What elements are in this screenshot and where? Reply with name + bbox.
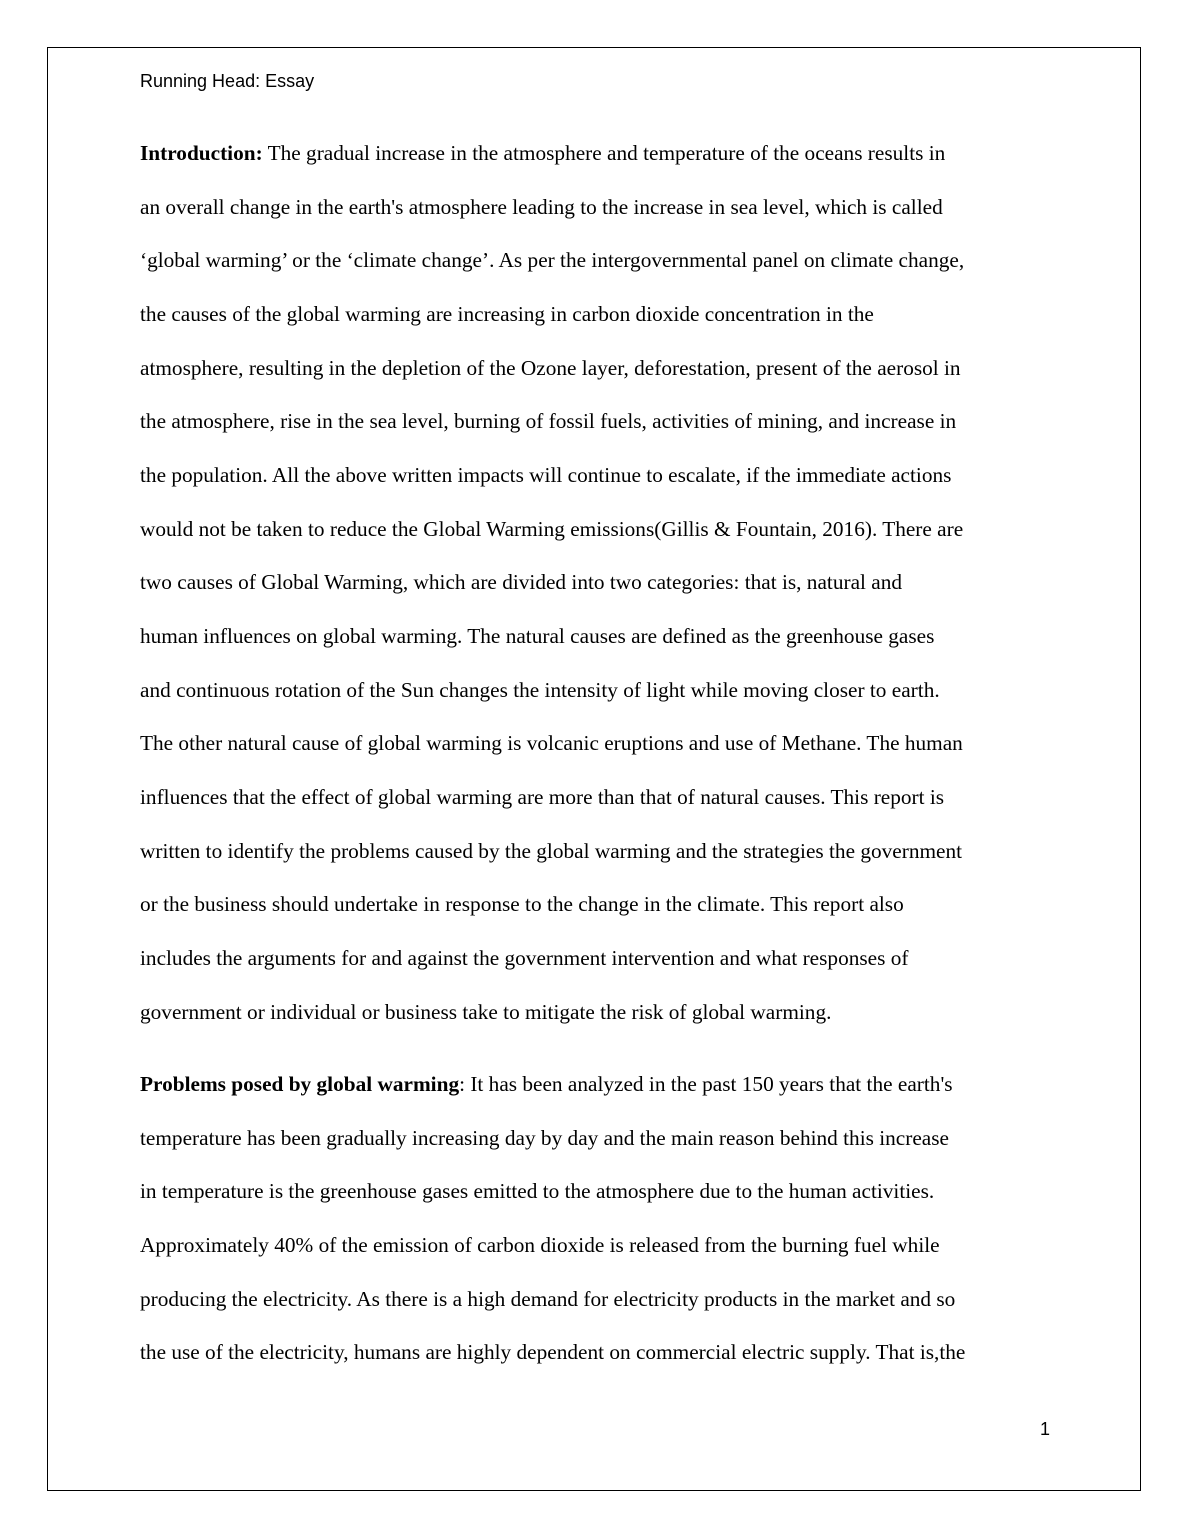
text-line: atmosphere, resulting in the depletion of the Ozone layer, deforestation, present of the aerosol in [140,355,961,380]
text-line: two causes of Global Warming, which are divided into two categories: that is, natural and [140,570,903,595]
introduction-heading: Introduction: [140,141,263,165]
text-line: influences that the effect of global warming are more than that of natural causes. This report is [140,784,945,809]
text-line: government or individual or business take to mitigate the risk of global warming. [140,999,832,1024]
introduction-paragraph [140,127,964,1039]
text-line: an overall change in the earth's atmosphere leading to the increase in sea level, which is called [140,194,943,219]
citation: (Gillis & Fountain, 2016) [654,516,872,541]
text-line: written to identify the problems caused by the global warming and the strategies the government [140,838,963,863]
text-line: the causes of the global warming are increasing in carbon dioxide concentration in the [140,301,874,326]
text-line: the atmosphere, rise in the sea level, burning of fossil fuels, activities of mining, and increase in [140,409,957,434]
text-line: The other natural cause of global warming is volcanic eruptions and use of Methane. The human [140,731,963,756]
text-line: Approximately 40% of the emission of carbon dioxide is released from the burning fuel while [140,1232,940,1257]
text-line: and continuous rotation of the Sun changes the intensity of light while moving closer to earth. [140,677,940,702]
text-line: producing the electricity. As there is a high demand for electricity products in the market and so [140,1286,956,1311]
text-line: human influences on global warming. The natural causes are defined as the greenhouse gases [140,623,935,648]
text-line: includes the arguments for and against the government intervention and what responses of [140,945,909,970]
text-line: the use of the electricity, humans are highly dependent on commercial electric supply. That is,the [140,1340,966,1365]
text-line: would not be taken to reduce the Global Warming emissions(Gillis & Fountain, 2016). There are [140,516,964,541]
text-line: Introduction: The gradual increase in the atmosphere and temperature of the oceans results in [140,141,946,165]
text-line: in temperature is the greenhouse gases emitted to the atmosphere due to the human activities. [140,1179,935,1204]
text-line: ‘global warming’ or the ‘climate change’. As per the intergovernmental panel on climate change, [140,248,965,273]
problems-heading: Problems posed by global warming [140,1072,460,1096]
text-line: temperature has been gradually increasing day by day and the main reason behind this increase [140,1125,949,1150]
problems-paragraph [140,1058,965,1380]
running-head: Running Head: Essay [140,71,315,91]
text-line: the population. All the above written impacts will continue to escalate, if the immediate actions [140,462,952,487]
text-line: Problems posed by global warming: It has been analyzed in the past 150 years that the earth's [140,1072,953,1096]
text-line: or the business should undertake in response to the change in the climate. This report also [140,892,904,917]
page-number: 1 [1039,1419,1050,1439]
